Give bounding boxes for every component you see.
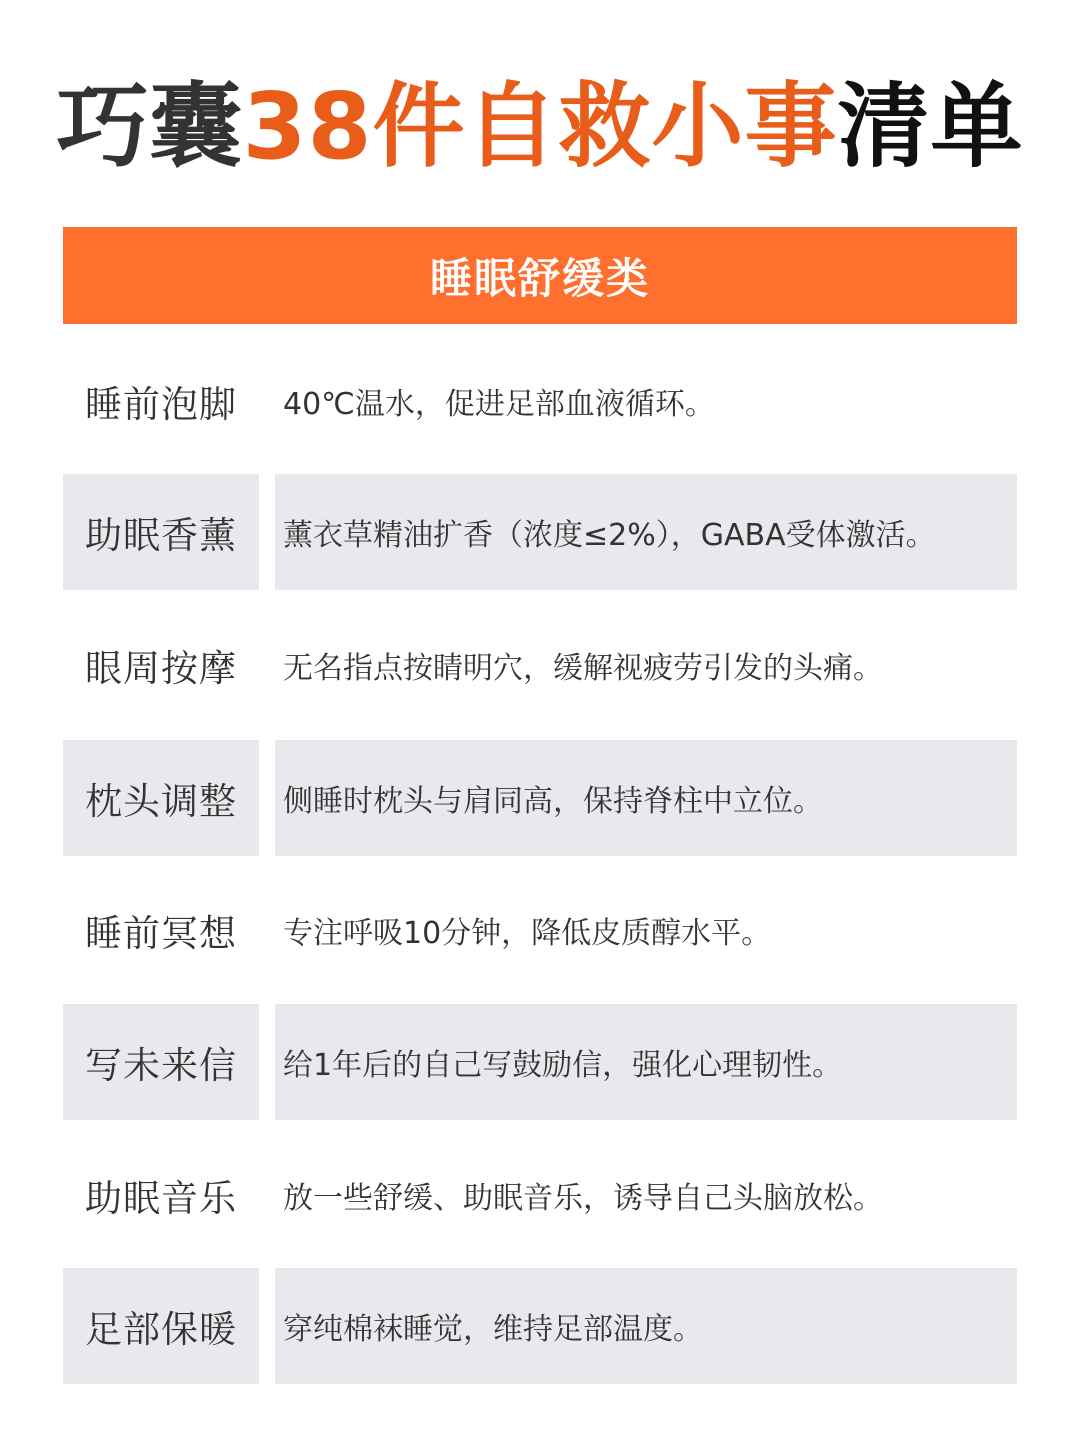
section-banner: [63, 227, 1017, 324]
title-part-3: 清单: [837, 73, 1024, 180]
item-name-cell: [63, 872, 259, 988]
item-desc-cell: [275, 740, 1017, 856]
item-desc: 无名指点按睛明穴，缓解视疲劳引发的头痛。: [283, 651, 883, 686]
page-title: [0, 72, 1080, 182]
item-name-cell: [63, 1004, 259, 1120]
list-item: [63, 474, 1017, 590]
title-part-2: 38件自救小事: [242, 73, 838, 180]
item-desc: 40℃温水，促进足部血液循环。: [283, 387, 715, 422]
list-item: [63, 1004, 1017, 1120]
item-name-cell: [63, 1268, 259, 1384]
item-name-cell: [63, 1137, 259, 1253]
item-desc-cell: [275, 1137, 1017, 1253]
item-desc-cell: [275, 343, 1017, 459]
item-name: 助眠音乐: [85, 1177, 237, 1220]
item-desc: 专注呼吸10分钟，降低皮质醇水平。: [283, 916, 772, 951]
item-name-cell: [63, 343, 259, 459]
item-name: 助眠香薰: [85, 514, 237, 557]
item-name-cell: [63, 607, 259, 723]
section-label: 睡眠舒缓类: [429, 253, 650, 303]
item-desc: 放一些舒缓、助眠音乐，诱导自己头脑放松。: [283, 1181, 883, 1216]
item-desc-cell: [275, 607, 1017, 723]
item-desc: 薰衣草精油扩香（浓度≤2%），GABA受体激活。: [283, 518, 936, 553]
item-desc-cell: [275, 872, 1017, 988]
list-item: [63, 1137, 1017, 1253]
list-item: [63, 740, 1017, 856]
item-desc: 侧睡时枕头与肩同高，保持脊柱中立位。: [283, 784, 823, 819]
item-name: 睡前泡脚: [85, 383, 237, 426]
item-desc-cell: [275, 474, 1017, 590]
item-desc-cell: [275, 1268, 1017, 1384]
list-item: [63, 607, 1017, 723]
item-name: 足部保暖: [85, 1308, 237, 1351]
item-name-cell: [63, 474, 259, 590]
item-desc-cell: [275, 1004, 1017, 1120]
item-name: 写未来信: [85, 1044, 237, 1087]
list-item: [63, 872, 1017, 988]
item-name: 枕头调整: [85, 780, 237, 823]
item-desc: 穿纯棉袜睡觉，维持足部温度。: [283, 1312, 703, 1347]
list-item: [63, 1268, 1017, 1384]
item-name-cell: [63, 740, 259, 856]
item-desc: 给1年后的自己写鼓励信，强化心理韧性。: [283, 1048, 843, 1083]
title-part-1: 巧囊: [56, 73, 243, 180]
item-name: 睡前冥想: [85, 912, 237, 955]
item-name: 眼周按摩: [85, 647, 237, 690]
list-item: [63, 343, 1017, 459]
